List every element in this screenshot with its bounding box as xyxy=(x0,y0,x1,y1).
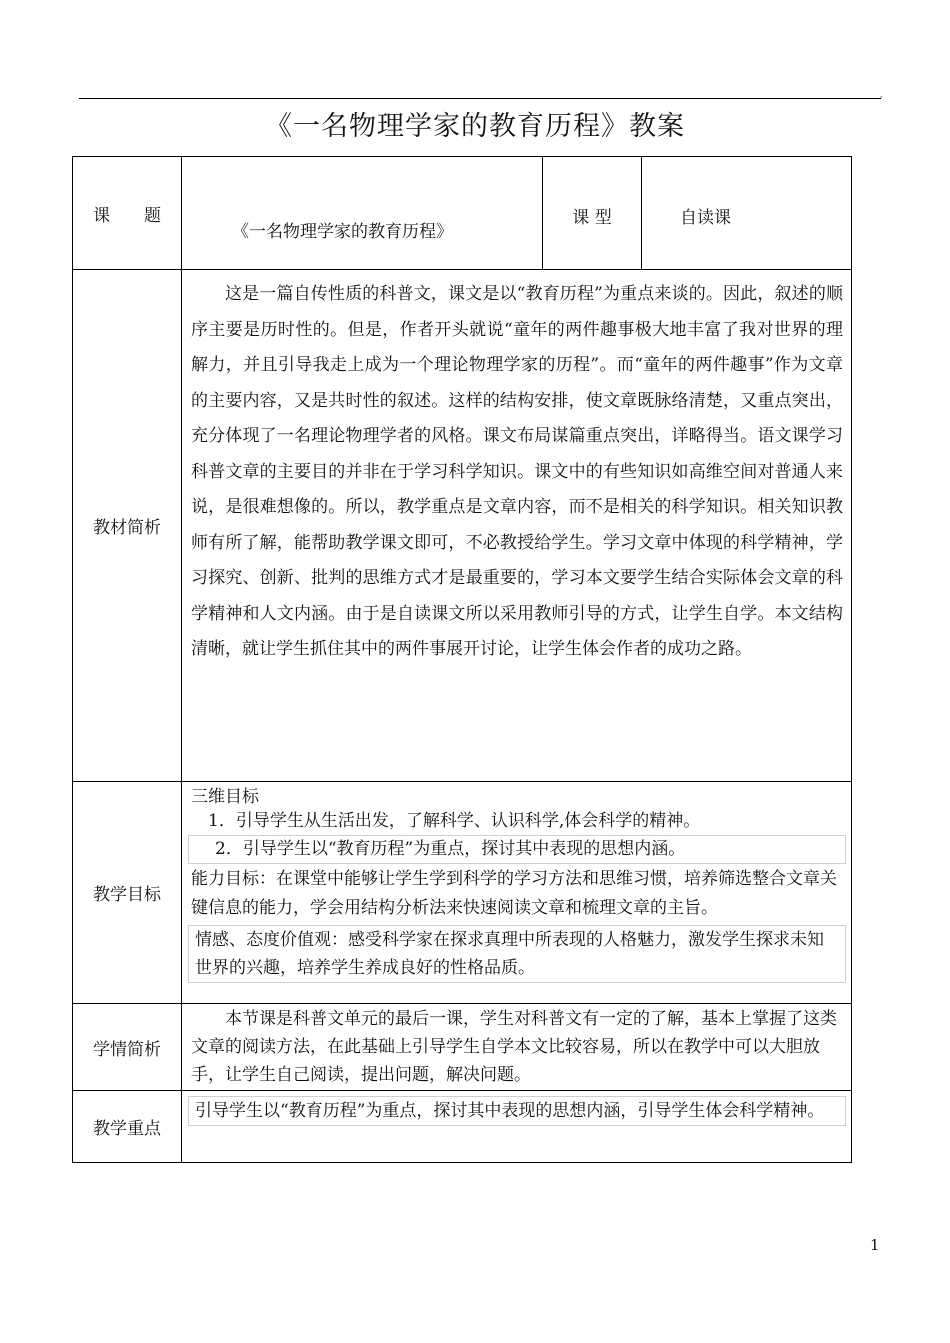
header-rule xyxy=(79,98,881,99)
document-title: 《一名物理学家的教育历程》教案 xyxy=(265,111,685,142)
keypoints-label: 教学重点 xyxy=(93,1119,161,1139)
material-text: 这是一篇自传性质的科普文，课文是以“教育历程”为重点来谈的。因此，叙述的顺序主要是历时性的。但是，作者开头就说“童年的两件趣事极大地丰富了我对世界的理解力，并且引导我走上成为一个理论物理学家的历程”。而“童年的两件趣事”作为文章的主要内容，又是共时性的叙述。这样的结构安排，使文章既脉络清楚，又重点突出，充分体现了一名理论物理学者的风格。课文布局谋篇重点突出，详略得当。语文课学习科普文章的主要目的并非在于学习科学知识。课文中的有些知识如高维空间对普通人来说，是很难想像的。所以，教学重点是文章内容，而不是相关的科学知识。相关知识教师有所了解，能帮助教学课文即可，不必教授给学生。学习文章中体现的科学精神，学习探究、创新、批判的思维方式才是最重要的，学习本文要学生结合实际体会文章的科学精神和人文内涵。由于是自读课文所以采用教师引导的方式，让学生自学。本文结构清晰，就让学生抓住其中的两件事展开讨论，让学生体会作者的成功之路。 xyxy=(191,284,843,659)
type-value: 自读课 xyxy=(680,208,731,228)
table-row-topic xyxy=(73,157,852,270)
header-mark: ' xyxy=(880,95,883,104)
keypoints-box xyxy=(188,1096,846,1126)
goals-item-2-box xyxy=(188,835,846,864)
goals-cell xyxy=(182,782,852,1004)
topic-label-cell xyxy=(73,157,182,270)
students-cell xyxy=(182,1004,852,1091)
students-label: 学情简析 xyxy=(93,1039,161,1060)
goals-heading: 三维目标 xyxy=(191,787,259,807)
students-label-cell xyxy=(73,1004,182,1091)
page-number: 1 xyxy=(870,1236,880,1254)
table-row-goals xyxy=(73,782,852,1004)
goals-item-2: 2．引导学生以“教育历程”为重点，探讨其中表现的思想内涵。 xyxy=(215,839,686,859)
lesson-plan-table xyxy=(72,156,852,1163)
goals-label: 教学目标 xyxy=(93,885,161,905)
keypoints-text: 引导学生以“教育历程”为重点，探讨其中表现的思想内涵，引导学生体会科学精神。 xyxy=(195,1101,825,1121)
topic-label: 课 题 xyxy=(93,205,161,226)
material-text-cell xyxy=(182,270,852,782)
table-row-students xyxy=(73,1004,852,1091)
table-row-material xyxy=(73,270,852,782)
goals-ability: 能力目标：在课堂中能够让学生学到科学的学习方法和思维习惯，培养筛选整合文章关键信息的能力，学会用结构分析法来快速阅读文章和梳理文章的主旨。 xyxy=(191,869,837,918)
table-row-keypoints xyxy=(73,1091,852,1163)
students-text: 本节课是科普文单元的最后一课，学生对科普文有一定的了解，基本上掌握了这类文章的阅读方法，在此基础上引导学生自学本文比较容易，所以在教学中可以大胆放手，让学生自己阅读，提出问题，解决问题。 xyxy=(191,1009,837,1085)
goals-emotion: 情感、态度价值观：感受科学家在探求真理中所表现的人格魅力，激发学生探求未知世界的兴趣，培养学生养成良好的性格品质。 xyxy=(195,930,824,978)
keypoints-label-cell xyxy=(73,1091,182,1163)
goals-item-1: 1．引导学生从生活出发，了解科学、认识科学,体会科学的精神。 xyxy=(208,811,701,831)
goals-label-cell xyxy=(73,782,182,1004)
topic-value-cell xyxy=(182,157,543,270)
type-value-cell xyxy=(642,157,852,270)
material-label-cell xyxy=(73,270,182,782)
type-label-cell xyxy=(543,157,642,270)
topic-value: 《一名物理学家的教育历程》 xyxy=(232,222,453,242)
material-label: 教材简析 xyxy=(93,518,161,538)
type-label: 课 型 xyxy=(572,208,612,228)
goals-emotion-box xyxy=(188,925,846,983)
keypoints-cell xyxy=(182,1091,852,1163)
